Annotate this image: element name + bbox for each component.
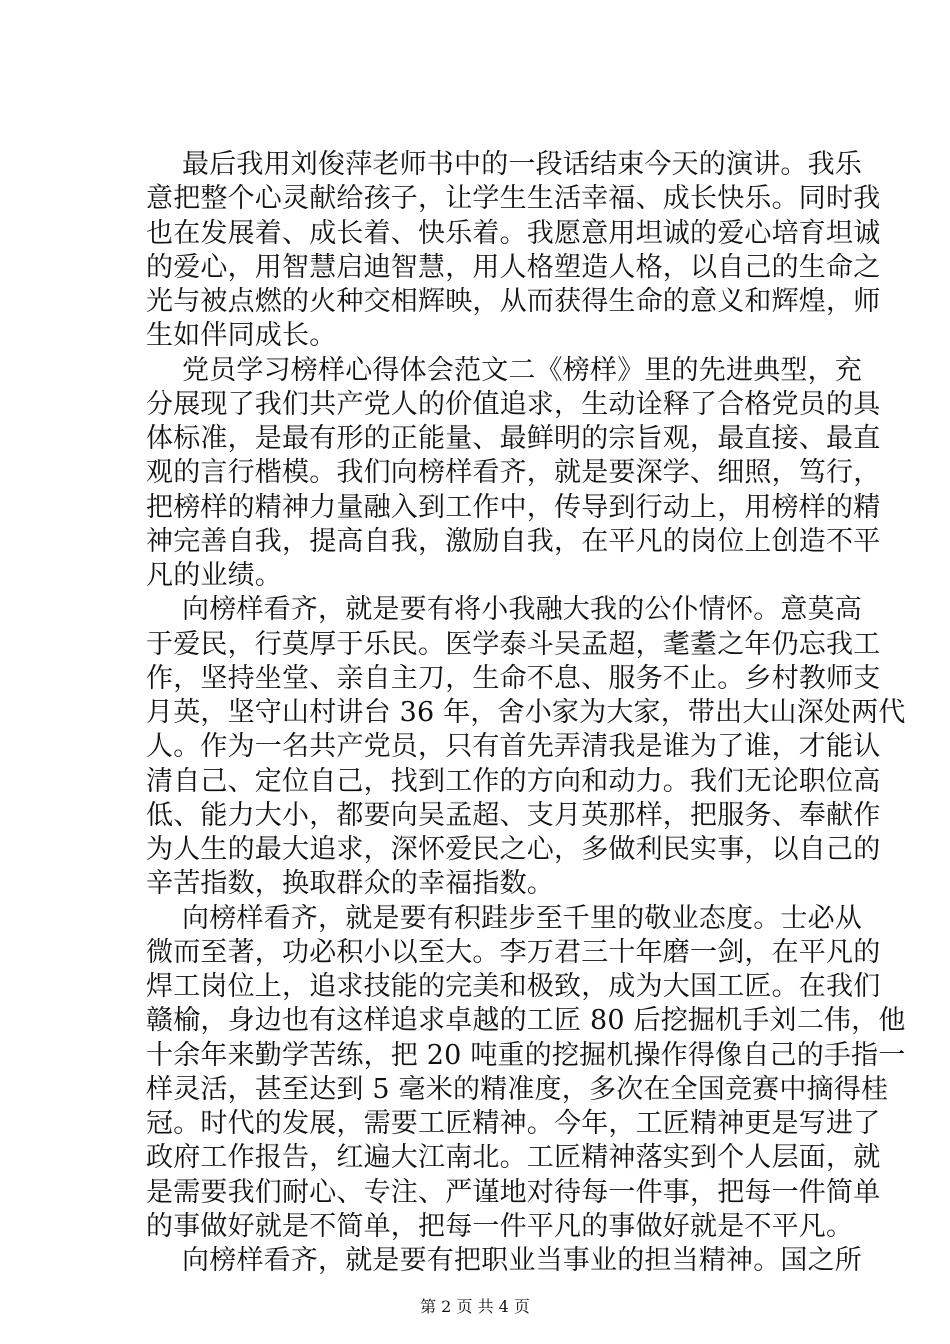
text-line: 体标准，是最有形的正能量、最鲜明的宗旨观，最直接、最直 bbox=[146, 423, 881, 454]
text-line: 微而至著，功必积小以至大。李万君三十年磨一剑，在平凡的 bbox=[146, 936, 881, 968]
text-line: 的爱心，用智慧启迪智慧，用人格塑造人格，以自己的生命之 bbox=[146, 251, 881, 283]
text-line: 于爱民，行莫厚于乐民。医学泰斗吴孟超，耄耋之年仍忘我工 bbox=[146, 628, 881, 660]
text-line: 神完善自我，提高自我，激励自我，在平凡的岗位上创造不平 bbox=[146, 525, 881, 557]
text-line: 党员学习榜样心得体会范文二《榜样》里的先进典型，充 bbox=[182, 354, 862, 386]
page-footer: 第 2 页 共 4 页 bbox=[420, 1297, 530, 1316]
text-line: 是需要我们耐心、专注、严谨地对待每一件事，把每一件简单 bbox=[146, 1176, 881, 1208]
text-line: 人。作为一名共产党员，只有首先弄清我是谁为了谁，才能认 bbox=[146, 731, 881, 763]
text-line: 意把整个心灵献给孩子，让学生生活幸福、成长快乐。同时我 bbox=[146, 183, 881, 215]
text-line: 政府工作报告，红遍大江南北。工匠精神落实到个人层面，就 bbox=[146, 1142, 881, 1174]
text-line: 赣榆，身边也有这样追求卓越的工匠 80 后挖掘机手刘二伟，他 bbox=[146, 1005, 906, 1037]
text-line: 为人生的最大追求，深怀爱民之心，多做利民实事，以自己的 bbox=[146, 834, 881, 865]
text-line: 的事做好就是不简单，把每一件平凡的事做好就是不平凡。 bbox=[146, 1210, 854, 1242]
text-line: 观的言行楷模。我们向榜样看齐，就是要深学、细照，笃行， bbox=[146, 457, 881, 489]
text-line: 低、能力大小，都要向吴孟超、支月英那样，把服务、奉献作 bbox=[146, 799, 881, 831]
text-line: 焊工岗位上，追求技能的完美和极致，成为大国工匠。在我们 bbox=[146, 971, 881, 1002]
text-line: 冠。时代的发展，需要工匠精神。今年，工匠精神更是写进了 bbox=[146, 1108, 881, 1139]
text-line: 最后我用刘俊萍老师书中的一段话结束今天的演讲。我乐 bbox=[182, 149, 862, 180]
text-line: 向榜样看齐，就是要有积跬步至千里的敬业态度。士必从 bbox=[182, 902, 862, 934]
text-line: 辛苦指数，换取群众的幸福指数。 bbox=[146, 868, 554, 900]
text-line: 向榜样看齐，就是要有将小我融大我的公仆情怀。意莫高 bbox=[182, 594, 862, 626]
text-line: 把榜样的精神力量融入到工作中，传导到行动上，用榜样的精 bbox=[146, 491, 881, 523]
text-line: 光与被点燃的火种交相辉映，从而获得生命的意义和辉煌，师 bbox=[146, 286, 881, 317]
document-body bbox=[146, 148, 906, 1278]
text-line: 作，坚持坐堂、亲自主刀，生命不息、服务不止。乡村教师支 bbox=[146, 662, 881, 694]
text-line: 也在发展着、成长着、快乐着。我愿意用坦诚的爱心培育坦诚 bbox=[146, 217, 881, 249]
text-line: 清自己、定位自己，找到工作的方向和动力。我们无论职位高 bbox=[146, 765, 881, 797]
text-line: 月英，坚守山村讲台 36 年，舍小家为大家，带出大山深处两代 bbox=[146, 697, 906, 728]
text-line: 十余年来勤学苦练，把 20 吨重的挖掘机操作得像自己的手指一 bbox=[146, 1039, 906, 1071]
text-line: 向榜样看齐，就是要有把职业当事业的担当精神。国之所 bbox=[182, 1245, 862, 1276]
text-line: 样灵活，甚至达到 5 毫米的精准度，多次在全国竞赛中摘得桂 bbox=[146, 1073, 889, 1105]
text-line: 生如伴同成长。 bbox=[146, 320, 337, 352]
text-line: 分展现了我们共产党人的价值追求，生动诠释了合格党员的具 bbox=[146, 388, 881, 420]
text-line: 凡的业绩。 bbox=[146, 560, 282, 591]
